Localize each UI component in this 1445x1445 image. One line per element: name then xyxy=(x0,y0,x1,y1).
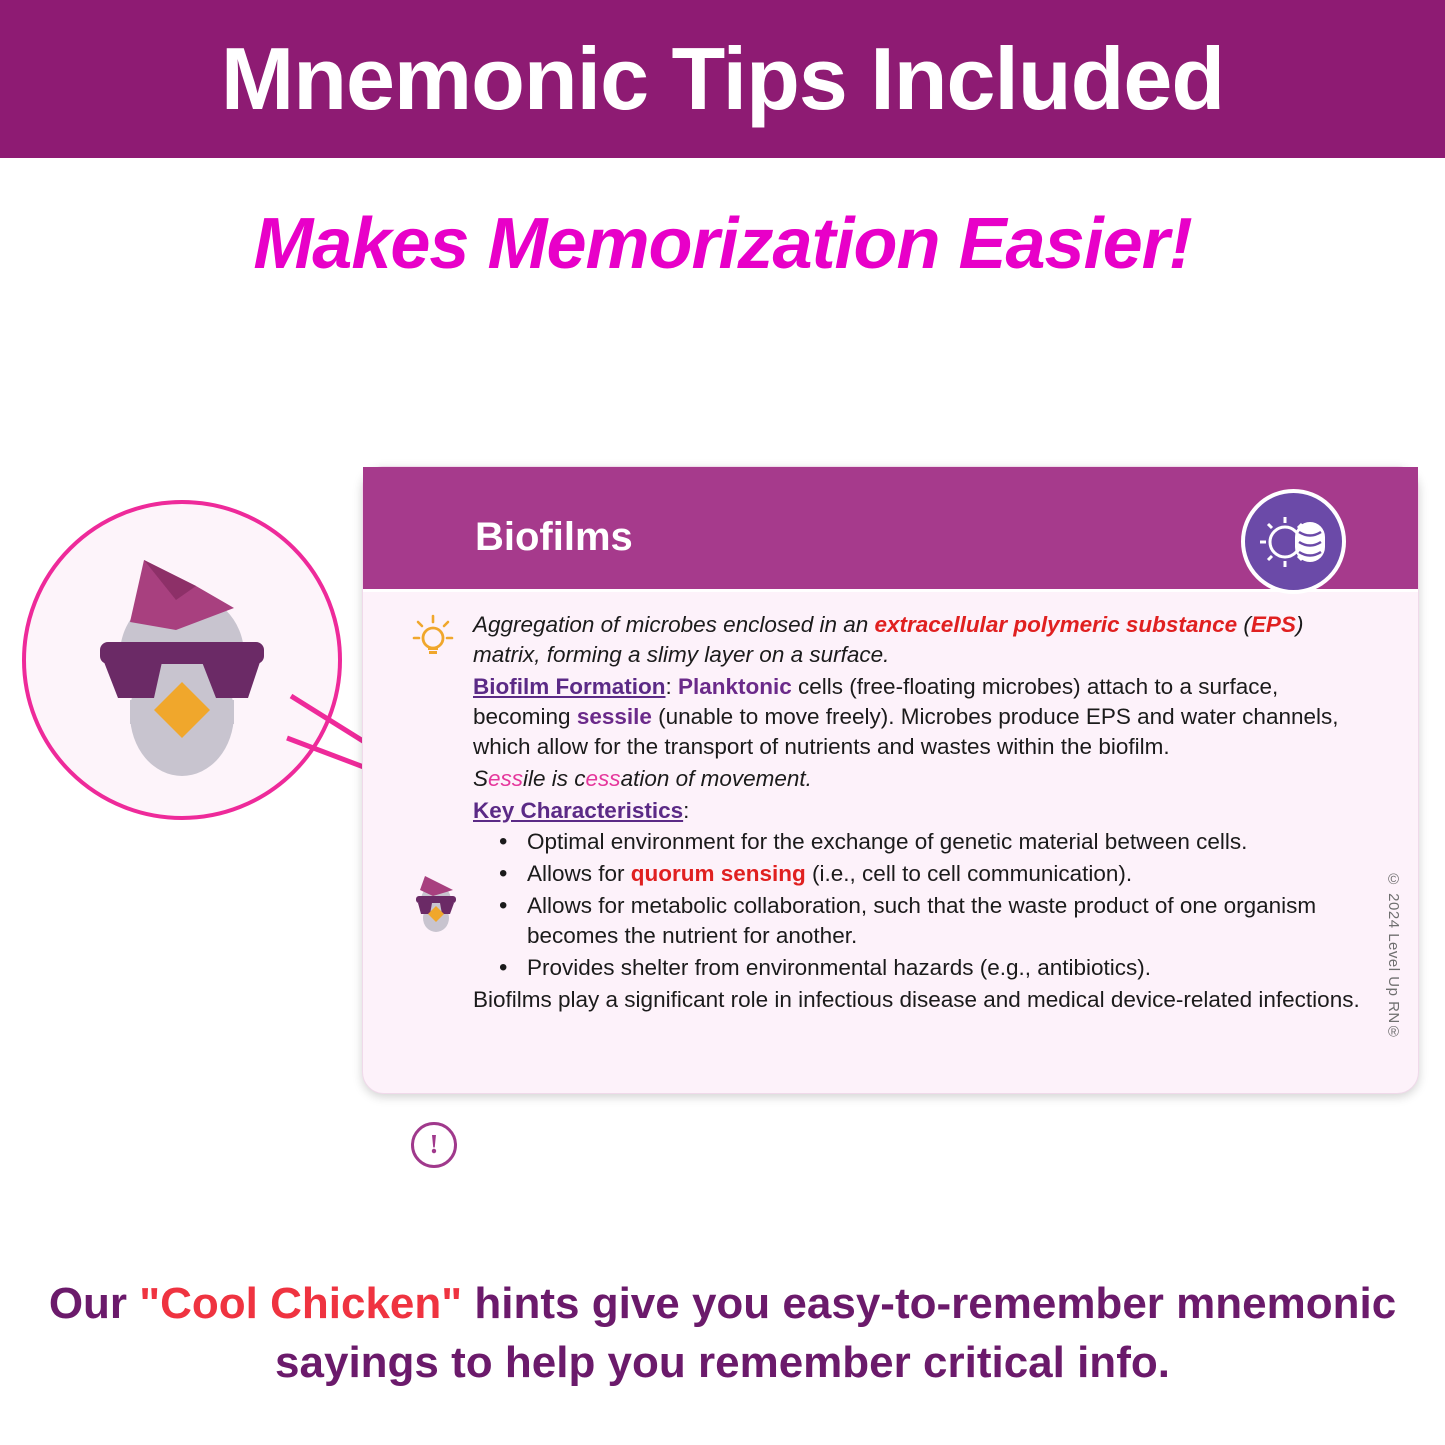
alert-icon: ! xyxy=(411,1122,457,1168)
microbe-icon xyxy=(1241,489,1346,594)
mnemonic-paragraph xyxy=(473,764,1366,794)
kc-1-post: (i.e., cell to cell communication). xyxy=(805,861,1133,887)
cool-chicken-bubble xyxy=(22,500,342,820)
mnemonic-p1: S xyxy=(473,765,489,791)
list-item xyxy=(523,827,1366,857)
key-characteristics-list xyxy=(473,827,1366,983)
formation-text1: cells (free-floating microbes) attach to a surface, becoming xyxy=(473,673,1279,729)
cool-chicken-icon xyxy=(26,504,338,816)
list-item xyxy=(523,953,1366,983)
mnemonic-p3: ile is c xyxy=(523,765,586,791)
list-item xyxy=(523,891,1366,951)
card-body xyxy=(363,592,1418,1160)
bottom-caption xyxy=(0,1275,1445,1392)
kc-3-pre: Provides shelter from environmental hazards (e.g., antibiotics). xyxy=(527,955,1152,981)
formation-colon: : xyxy=(665,673,679,699)
key-characteristics-colon: : xyxy=(683,797,690,823)
key-characteristics-heading: Key Characteristics xyxy=(473,797,684,823)
kc-0-pre: Optimal environment for the exchange of genetic material between cells. xyxy=(527,829,1248,855)
formation-planktonic: Planktonic xyxy=(678,673,792,699)
key-characteristics-heading-row xyxy=(473,796,1366,826)
definition-lead: Aggregation of microbes enclosed in an xyxy=(473,612,875,637)
formation-sessile: sessile xyxy=(576,703,652,729)
flashcard xyxy=(362,466,1419,1160)
formation-paragraph xyxy=(473,672,1366,762)
definition-tail: ) matrix, forming a slimy layer on a surface. xyxy=(473,612,1304,667)
definition-highlight: extracellular polymeric substance xyxy=(874,612,1238,637)
card-header xyxy=(363,467,1418,592)
copyright-notice: © 2024 Level Up RN® xyxy=(1385,870,1402,1041)
caption-quoted: "Cool Chicken" xyxy=(139,1279,463,1328)
cool-chicken-mini-icon xyxy=(409,874,463,932)
formation-heading: Biofilm Formation xyxy=(473,673,666,699)
caption-part1: Our xyxy=(48,1279,140,1328)
top-banner xyxy=(0,0,1445,158)
card-title: Biofilms xyxy=(475,515,633,559)
banner-title: Mnemonic Tips Included xyxy=(220,29,1225,128)
mnemonic-p4: ess xyxy=(585,765,621,791)
mnemonic-p2: ess xyxy=(488,765,524,791)
mnemonic-p5: ation of movement. xyxy=(620,765,812,791)
list-item xyxy=(523,859,1366,889)
kc-2-pre: Allows for metabolic collaboration, such that the waste product of one organism becomes the nutrient for another. xyxy=(527,893,1317,949)
definition-eps: EPS xyxy=(1250,612,1296,637)
kc-1-hl: quorum sensing xyxy=(630,861,806,887)
definition-paragraph xyxy=(473,610,1366,670)
alert-text: Biofilms play a significant role in infectious disease and medical device-related infections. xyxy=(473,987,1360,1013)
definition-mid: ( xyxy=(1237,612,1251,637)
formation-text2: (unable to move freely). Microbes produce EPS and water channels, which allow for the transport of nutrients and wastes within the biofilm. xyxy=(473,703,1339,759)
subtitle-text: Makes Memorization Easier! xyxy=(253,204,1192,284)
kc-1-pre: Allows for xyxy=(527,861,631,887)
lightbulb-icon xyxy=(411,614,455,658)
caption-part2: hints give you easy-to-remember mnemonic sayings to help you remember critical info. xyxy=(275,1279,1397,1387)
